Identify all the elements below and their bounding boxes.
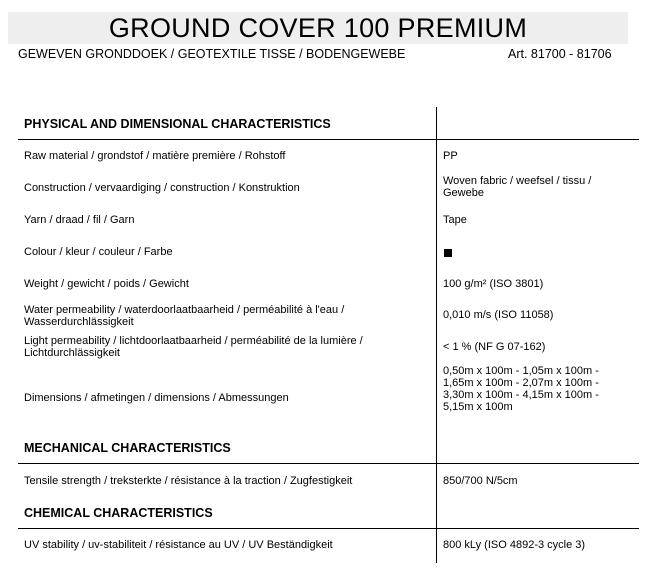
page-title: GROUND COVER 100 PREMIUM bbox=[108, 13, 528, 43]
section-heading-physical: PHYSICAL AND DIMENSIONAL CHARACTERISTICS bbox=[24, 117, 331, 131]
row-value-weight: 100 g/m² (ISO 3801) bbox=[443, 278, 544, 290]
row-value-construction: Woven fabric / weefsel / tissu / Gewebe bbox=[443, 175, 592, 199]
page-subtitle: GEWEVEN GRONDDOEK / GEOTEXTILE TISSE / BODENGEWEBE bbox=[18, 47, 406, 61]
row-label-tensile-strength: Tensile strength / treksterkte / résistance à la traction / Zugfestigkeit bbox=[24, 475, 353, 487]
row-value-water-permeability: 0,010 m/s (ISO 11058) bbox=[443, 309, 554, 321]
article-number: Art. 81700 - 81706 bbox=[508, 47, 612, 61]
column-divider bbox=[436, 107, 437, 563]
row-label-uv-stability: UV stability / uv-stabiliteit / résistance au UV / UV Beständigkeit bbox=[24, 539, 333, 551]
row-value-tensile-strength: 850/700 N/5cm bbox=[443, 475, 518, 487]
row-label-colour: Colour / kleur / couleur / Farbe bbox=[24, 246, 173, 258]
row-label-yarn: Yarn / draad / fil / Garn bbox=[24, 214, 135, 226]
row-value-uv-stability: 800 kLy (ISO 4892-3 cycle 3) bbox=[443, 539, 586, 551]
section-rule-chemical bbox=[18, 528, 639, 529]
row-label-water-permeability: Water permeability / waterdoorlaatbaarheid / perméabilité à l'eau / Wasserdurchlässigkeit bbox=[24, 304, 345, 328]
row-label-dimensions: Dimensions / afmetingen / dimensions / Abmessungen bbox=[24, 392, 289, 404]
row-label-weight: Weight / gewicht / poids / Gewicht bbox=[24, 278, 189, 290]
row-label-light-permeability: Light permeability / lichtdoorlaatbaarheid / perméabilité de la lumière / Lichtdurchlässigkeit bbox=[24, 335, 363, 359]
row-value-raw-material: PP bbox=[443, 150, 458, 162]
section-rule-mechanical bbox=[18, 463, 639, 464]
section-heading-chemical: CHEMICAL CHARACTERISTICS bbox=[24, 506, 213, 520]
row-label-raw-material: Raw material / grondstof / matière première / Rohstoff bbox=[24, 150, 286, 162]
row-value-light-permeability: < 1 % (NF G 07-162) bbox=[443, 341, 546, 353]
colour-swatch bbox=[444, 249, 452, 257]
row-value-dimensions: 0,50m x 100m - 1,05m x 100m - 1,65m x 100m - 2,07m x 100m - 3,30m x 100m - 4,15m x 100m - 5,15m x 100m bbox=[443, 365, 599, 413]
section-heading-mechanical: MECHANICAL CHARACTERISTICS bbox=[24, 441, 231, 455]
row-value-yarn: Tape bbox=[443, 214, 467, 226]
section-rule-physical bbox=[18, 139, 639, 140]
row-label-construction: Construction / vervaardiging / construction / Konstruktion bbox=[24, 182, 300, 194]
